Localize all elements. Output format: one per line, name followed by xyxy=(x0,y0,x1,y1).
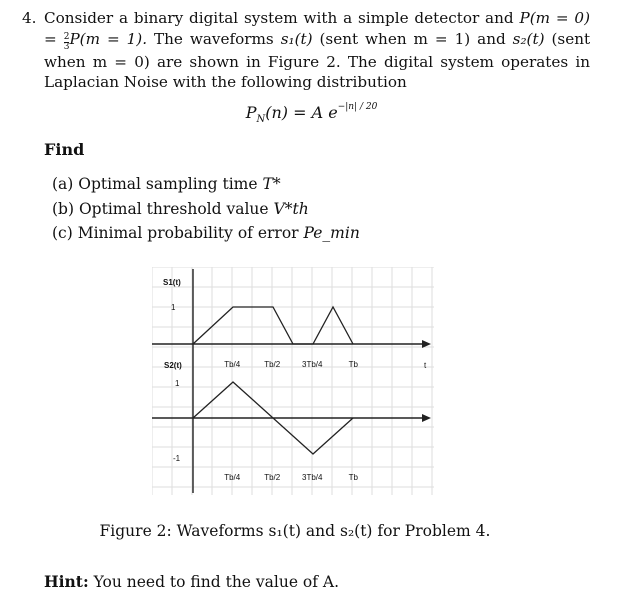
s2-tick-label: Tb xyxy=(348,473,358,482)
s1-tick-label: 3Tb/4 xyxy=(302,360,323,369)
s2-time-axis-arrow xyxy=(422,414,431,422)
two-thirds-fraction: $\frac{2}{3}$ xyxy=(63,31,70,52)
waveform-plot xyxy=(152,267,434,495)
s1-amplitude-label: 1 xyxy=(171,303,176,312)
probability-m0: P(m = 0) = xyxy=(44,9,590,48)
s2-label: S2(t) xyxy=(164,361,182,370)
probability-m1: P(m = 1). xyxy=(69,29,148,48)
hint xyxy=(44,572,339,591)
laplacian-distribution-formula: $P_N(n) = A$ $e^{-|n| / 20}$ xyxy=(245,102,378,126)
s1-label: S1(t) xyxy=(163,278,181,287)
s2-amplitude-neg-label: -1 xyxy=(173,454,181,463)
hint-label: Hint: xyxy=(44,572,89,591)
s2-tick-label: Tb/2 xyxy=(264,473,281,482)
s1-description: (sent when m = 1) and xyxy=(319,29,506,48)
s2-tick-label: Tb/4 xyxy=(224,473,241,482)
problem-text-1: Consider a binary digital system with a simple detector and xyxy=(44,9,514,27)
s1-waveform xyxy=(193,307,353,344)
waveform-figure xyxy=(152,267,434,495)
s1-tick-label: Tb/4 xyxy=(224,360,241,369)
find-list xyxy=(52,172,360,246)
problem-text-2: The waveforms xyxy=(154,29,274,48)
s2-description: (sent when m = 0) are shown in Figure 2. The digital system operates in Laplacian Noise with the following distribution xyxy=(44,29,591,91)
s2-symbol: s₂(t) xyxy=(512,29,545,48)
s2-amplitude-pos-label: 1 xyxy=(175,379,180,388)
formula-exponent: −|n| / 20 xyxy=(337,102,378,112)
figure-caption: Figure 2: Waveforms s₁(t) and s₂(t) for Problem 4. xyxy=(99,522,491,540)
hint-text: You need to find the value of A. xyxy=(93,573,340,591)
problem-number: 4. xyxy=(22,9,37,27)
s1-symbol: s₁(t) xyxy=(280,29,313,48)
s1-tick-label: Tb/2 xyxy=(264,360,281,369)
find-item-a: (a) Optimal sampling time T* xyxy=(52,175,281,193)
find-item-c: (c) Minimal probability of error Pe_min xyxy=(52,224,360,242)
s1-tick-label: Tb xyxy=(348,360,358,369)
time-axis-label: t xyxy=(424,361,427,370)
find-item-b: (b) Optimal threshold value V*th xyxy=(52,199,309,218)
find-heading: Find xyxy=(44,140,85,159)
problem-body xyxy=(44,8,590,93)
problem-statement xyxy=(22,8,590,93)
s2-tick-label: 3Tb/4 xyxy=(302,473,323,482)
